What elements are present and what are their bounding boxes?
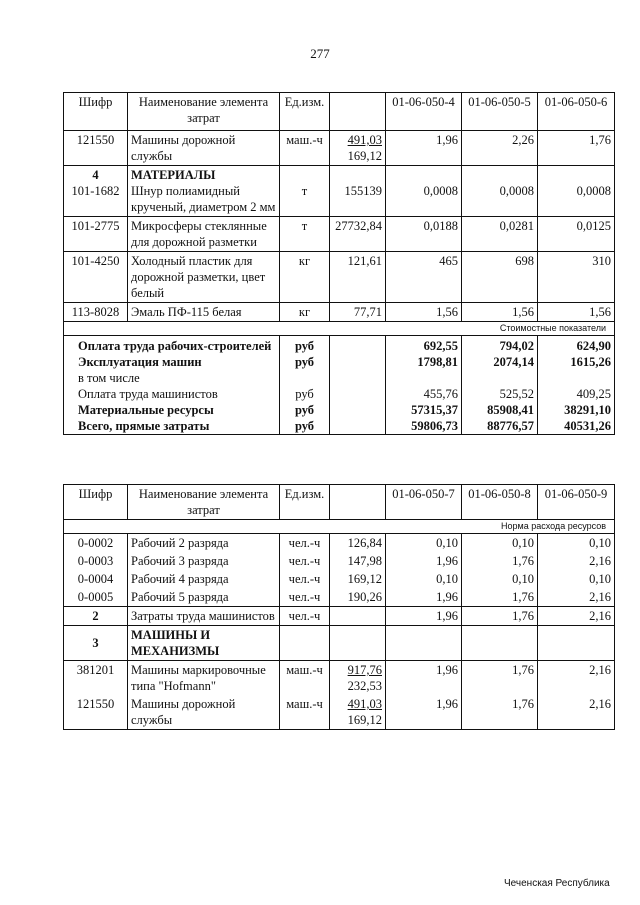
summary-label: Материальные ресурсы	[64, 402, 280, 418]
cell-value-2: 1,76	[462, 552, 538, 570]
header-unit: Ед.изм.	[280, 485, 330, 520]
summary-value-2: 794,02	[462, 336, 538, 355]
table-row	[64, 252, 615, 303]
summary-row	[64, 370, 615, 386]
table-row	[64, 534, 615, 553]
cell-price: 169,12	[330, 570, 386, 588]
section-row	[64, 626, 615, 661]
cell-code: 0-0005	[64, 588, 128, 607]
cell-value-1: 1,96	[386, 607, 462, 626]
table-row	[64, 217, 615, 252]
cell-value-3: 2,16	[538, 607, 615, 626]
cell-name	[128, 166, 280, 217]
summary-value-3: 40531,26	[538, 418, 615, 435]
cost-indicators-row	[64, 322, 615, 336]
summary-label: Эксплуатация машин	[64, 354, 280, 370]
table-row	[64, 588, 615, 607]
cell-value-2: 0,0008	[462, 166, 538, 217]
cell-unit: маш.-ч	[280, 695, 330, 730]
cell-price: 121,61	[330, 252, 386, 303]
summary-value-2: 88776,57	[462, 418, 538, 435]
cell-unit: чел.-ч	[280, 534, 330, 553]
table-header	[64, 93, 615, 131]
section-code	[64, 166, 128, 217]
summary-value-1: 1798,81	[386, 354, 462, 370]
summary-unit: руб	[280, 336, 330, 355]
page-number: 277	[310, 46, 330, 61]
cell-value-3: 0,0008	[538, 166, 615, 217]
cell-value-2: 1,56	[462, 303, 538, 322]
cell-code: 113-8028	[64, 303, 128, 322]
cell-price: 155139	[330, 166, 386, 217]
cell-unit: маш.-ч	[280, 131, 330, 166]
cell-value-1: 1,96	[386, 552, 462, 570]
cell-unit: чел.-ч	[280, 607, 330, 626]
summary-label: Оплата труда машинистов	[64, 386, 280, 402]
summary-value-2: 525,52	[462, 386, 538, 402]
cell-unit: маш.-ч	[280, 661, 330, 696]
table-row	[64, 570, 615, 588]
summary-label: в том числе	[64, 370, 280, 386]
section-row	[64, 607, 615, 626]
cell-name: Микросферы стеклянные для дорожной разметки	[128, 217, 280, 252]
header-col-2: 01-06-050-8	[462, 485, 538, 520]
price-bottom: 169,12	[347, 149, 382, 163]
section-code: 3	[64, 626, 128, 661]
cell-value-3: 2,16	[538, 588, 615, 607]
resource-table-2	[63, 484, 615, 730]
cell-name: Эмаль ПФ-115 белая	[128, 303, 280, 322]
cell-value-1: 0,0008	[386, 166, 462, 217]
cell-value-1: 1,96	[386, 695, 462, 730]
cell-price: 27732,84	[330, 217, 386, 252]
cell-price: 126,84	[330, 534, 386, 553]
cell-value-3: 1,56	[538, 303, 615, 322]
norm-label: Норма расхода ресурсов	[64, 520, 615, 534]
cell-name: Рабочий 3 разряда	[128, 552, 280, 570]
footer-region: Чеченская Республика	[504, 878, 610, 889]
summary-label: Оплата труда рабочих-строителей	[64, 336, 280, 355]
cell-code: 101-1682	[71, 184, 120, 198]
cell-value-3: 0,10	[538, 534, 615, 553]
price-top: 491,03	[347, 133, 382, 147]
section-row	[64, 166, 615, 217]
cell-value-2: 0,10	[462, 534, 538, 553]
header-code: Шифр	[64, 93, 128, 131]
resource-table-1	[63, 92, 615, 435]
summary-row	[64, 336, 615, 355]
cell-value-1: 1,96	[386, 661, 462, 696]
section-title: МАТЕРИАЛЫ	[131, 168, 216, 182]
price-top: 917,76	[347, 663, 382, 677]
section-title: МАШИНЫ И МЕХАНИЗМЫ	[128, 626, 280, 661]
summary-value-3: 1615,26	[538, 354, 615, 370]
cell-name: Машины дорожной службы	[128, 695, 280, 730]
table-header	[64, 485, 615, 520]
header-name: Наименование элемента затрат	[128, 93, 280, 131]
header-price	[330, 93, 386, 131]
norm-label-row	[64, 520, 615, 534]
summary-value-2: 2074,14	[462, 354, 538, 370]
cell-code: 0-0002	[64, 534, 128, 553]
cell-value-3: 2,16	[538, 552, 615, 570]
cell-unit: чел.-ч	[280, 588, 330, 607]
cost-indicators-label: Стоимостные показатели	[64, 322, 615, 336]
cell-code: 121550	[64, 131, 128, 166]
cell-code: 101-4250	[64, 252, 128, 303]
cell-name: Холодный пластик для дорожной разметки, цвет белый	[128, 252, 280, 303]
cell-price	[330, 131, 386, 166]
header-unit: Ед.изм.	[280, 93, 330, 131]
summary-row	[64, 386, 615, 402]
cell-value-1: 465	[386, 252, 462, 303]
summary-unit: руб	[280, 354, 330, 370]
summary-unit: руб	[280, 418, 330, 435]
header-col-3: 01-06-050-6	[538, 93, 615, 131]
header-col-3: 01-06-050-9	[538, 485, 615, 520]
cell-value-3: 2,16	[538, 661, 615, 696]
summary-value-1: 455,76	[386, 386, 462, 402]
cell-unit: т	[280, 217, 330, 252]
cell-value-2: 0,0281	[462, 217, 538, 252]
cell-value-1: 0,0188	[386, 217, 462, 252]
cell-unit: кг	[280, 303, 330, 322]
summary-value-3: 624,90	[538, 336, 615, 355]
cell-value-3: 0,0125	[538, 217, 615, 252]
cell-value-1: 1,56	[386, 303, 462, 322]
material-name: Шнур полиамидный крученый, диаметром 2 мм	[131, 184, 276, 214]
section-code: 2	[64, 607, 128, 626]
summary-row	[64, 402, 615, 418]
cell-value-1: 0,10	[386, 570, 462, 588]
cell-value-2: 698	[462, 252, 538, 303]
cell-price: 190,26	[330, 588, 386, 607]
cell-name: Рабочий 4 разряда	[128, 570, 280, 588]
cell-value-2: 1,76	[462, 607, 538, 626]
cell-value-2: 1,76	[462, 588, 538, 607]
cell-unit: чел.-ч	[280, 570, 330, 588]
cell-unit: кг	[280, 252, 330, 303]
cell-price	[330, 661, 386, 696]
cell-value-2: 1,76	[462, 695, 538, 730]
cell-code: 121550	[64, 695, 128, 730]
cell-price	[330, 695, 386, 730]
cell-name: Затраты труда машинистов	[128, 607, 280, 626]
summary-value-2: 85908,41	[462, 402, 538, 418]
summary-value-3: 409,25	[538, 386, 615, 402]
cell-price: 77,71	[330, 303, 386, 322]
summary-value-3: 38291,10	[538, 402, 615, 418]
cell-value-2: 1,76	[462, 661, 538, 696]
summary-label: Всего, прямые затраты	[64, 418, 280, 435]
cell-name: Машины дорожной службы	[128, 131, 280, 166]
cell-value-1: 0,10	[386, 534, 462, 553]
cell-value-1: 1,96	[386, 588, 462, 607]
cell-price: 147,98	[330, 552, 386, 570]
cell-value-3: 1,76	[538, 131, 615, 166]
cell-unit: т	[280, 166, 330, 217]
section-number: 4	[92, 168, 99, 182]
cell-code: 101-2775	[64, 217, 128, 252]
cell-name: Рабочий 2 разряда	[128, 534, 280, 553]
cell-name: Рабочий 5 разряда	[128, 588, 280, 607]
summary-unit: руб	[280, 402, 330, 418]
table-row	[64, 131, 615, 166]
price-bottom: 232,53	[347, 679, 382, 693]
summary-unit: руб	[280, 386, 330, 402]
header-code: Шифр	[64, 485, 128, 520]
header-price	[330, 485, 386, 520]
cell-code: 0-0004	[64, 570, 128, 588]
price-top: 491,03	[347, 697, 382, 711]
summary-value-1: 692,55	[386, 336, 462, 355]
cell-name: Машины маркировочные типа "Hofmann"	[128, 661, 280, 696]
cell-code: 0-0003	[64, 552, 128, 570]
cell-unit: чел.-ч	[280, 552, 330, 570]
price-bottom: 169,12	[347, 713, 382, 727]
table-row	[64, 661, 615, 696]
header-col-2: 01-06-050-5	[462, 93, 538, 131]
cell-value-3: 2,16	[538, 695, 615, 730]
table-row	[64, 695, 615, 730]
table-row	[64, 303, 615, 322]
table-row	[64, 552, 615, 570]
header-col-1: 01-06-050-4	[386, 93, 462, 131]
header-col-1: 01-06-050-7	[386, 485, 462, 520]
summary-value-1: 57315,37	[386, 402, 462, 418]
header-name: Наименование элемента затрат	[128, 485, 280, 520]
cell-code: 381201	[64, 661, 128, 696]
summary-row	[64, 354, 615, 370]
cell-value-3: 0,10	[538, 570, 615, 588]
cell-value-1: 1,96	[386, 131, 462, 166]
cell-value-3: 310	[538, 252, 615, 303]
cell-value-2: 0,10	[462, 570, 538, 588]
cell-value-2: 2,26	[462, 131, 538, 166]
summary-value-1: 59806,73	[386, 418, 462, 435]
summary-row	[64, 418, 615, 435]
